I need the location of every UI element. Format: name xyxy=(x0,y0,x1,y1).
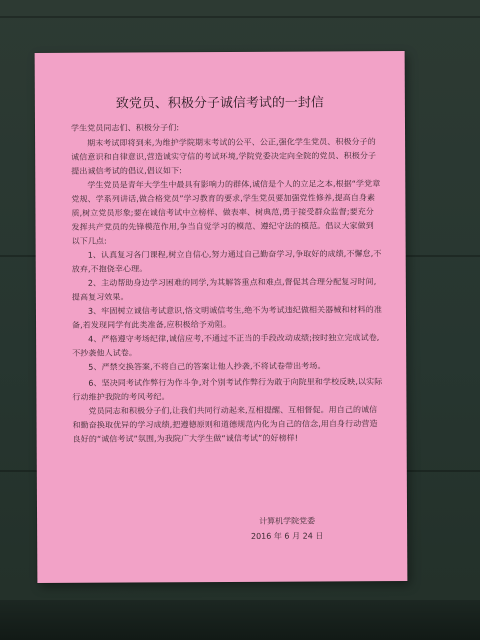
list-item: 4、严格遵守考场纪律,诚信应考,不通过不正当的手段改动成绩;按时独立完成试卷,不抄袭他人试卷。 xyxy=(72,333,380,358)
letter-paper xyxy=(35,51,408,583)
floor-seam xyxy=(0,16,480,18)
list-item: 6、坚决同考试作弊行为作斗争,对个别考试作弊行为敢于向院里和学校反映,以实际行动维护我院的考风考纪。 xyxy=(72,377,383,402)
date: 2016 年 6 月 24 日 xyxy=(250,531,324,541)
paragraph-requirements: 学生党员是青年大学生中最具有影响力的群体,诚信是个人的立足之本,根据“学党章党规、学系列讲话,做合格党员”学习教育的要求,学生党员要加强党性修养,提高自身素质,树立党员形象;要在诚信考试中立榜样、做表率、树典范,勇于接受群众监督;要充分发挥共产党员的先锋模范作用,争当自觉学习的模范、遵纪守法的模范。倡议大家做到以下几点: xyxy=(71,179,381,246)
salutation: 学生党员同志们、积极分子们: xyxy=(70,123,180,133)
paragraph-closing: 党员同志和积极分子们,让我们共同行动起来,互相提醒、互相督促。用自己的诚信和勤奋换取优异的学习成绩,把遵德原则和道德规范内化为自己的信念,用自身行动营造良好的“诚信考试”氛围,为我院广大学生做“诚信考试”的好榜样! xyxy=(72,405,378,444)
signature: 计算机学院党委 xyxy=(259,516,316,526)
letter-title: 致党员、积极分子诚信考试的一封信 xyxy=(115,95,324,112)
paragraph-intro: 期末考试即将到来,为维护学院期末考试的公平、公正,强化学生党员、积极分子的诚信意识和自律意识,营造诚实守信的考试环境,学院党委决定向全院的党员、积极分子提出诚信考试的倡议,倡议如下: xyxy=(71,137,377,176)
list-item: 3、牢固树立诚信考试意识,恪文明诚信考生,绝不为考试违纪做相关器械和材料的准备,若发现同学有此类准备,应积极给予劝阻。 xyxy=(72,305,382,330)
list-item: 2、主动帮助身边学习困难的同学,为其解答重点和难点,督促其合理分配复习时间,提高复习效果。 xyxy=(71,277,377,302)
list-item: 1、认真复习各门课程,树立自信心,努力通过自己勤奋学习,争取好的成绩,不懈怠,不放弃,不抱侥幸心理。 xyxy=(71,249,382,274)
list-item: 5、严禁交换答案,不将自己的答案让他人抄袭,不将试卷带出考场。 xyxy=(88,361,326,372)
floor-shadow xyxy=(0,600,480,640)
